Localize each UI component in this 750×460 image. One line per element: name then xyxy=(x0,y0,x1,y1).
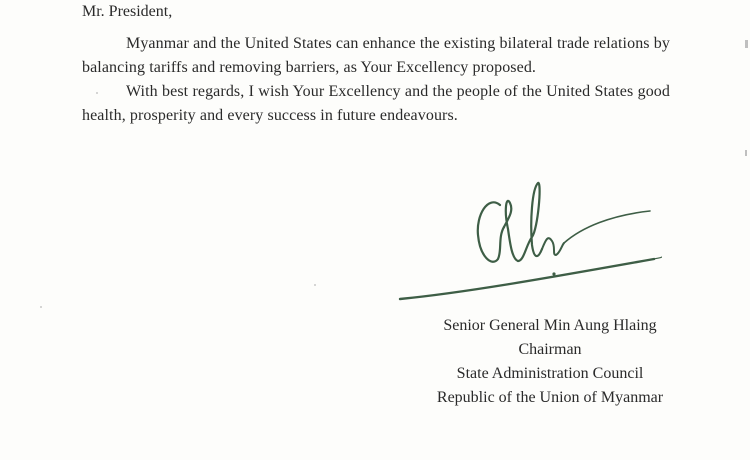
scan-edge-mark xyxy=(745,150,747,156)
body-paragraph-1: Myanmar and the United States can enhance the existing bilateral trade relations by balancing tariffs and removing barriers, as Your Excellency proposed. xyxy=(82,35,670,76)
handwritten-signature xyxy=(392,175,662,305)
scan-speck xyxy=(40,306,42,308)
scan-speck xyxy=(96,92,98,94)
body-paragraph-2: With best regards, I wish Your Excellency and the people of the United States good health, prosperity and every success in future endeavours. xyxy=(82,83,670,124)
signatory-organization: State Administration Council xyxy=(456,365,644,382)
signatory-name: Senior General Min Aung Hlaing xyxy=(443,317,657,334)
signature-block xyxy=(400,314,700,410)
signatory-country: Republic of the Union of Myanmar xyxy=(436,389,664,406)
scan-speck xyxy=(314,284,316,286)
signatory-title: Chairman xyxy=(518,341,582,358)
scan-edge-mark xyxy=(745,40,748,48)
salutation: Mr. President, xyxy=(82,3,173,20)
